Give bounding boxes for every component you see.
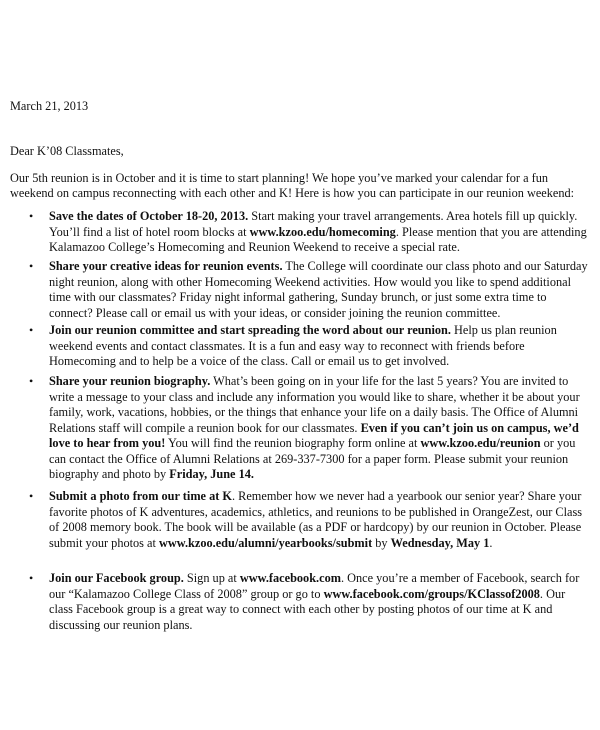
- facebook-body-end: . Our class Facebook group is a great way to connect with each other by posting photos of our time at K and discussing our reunion plans.: [49, 586, 566, 632]
- facebook-text: [49, 571, 591, 633]
- photo-heading: Submit a photo from our time at K: [49, 489, 232, 503]
- homecoming-link[interactable]: www.kzoo.edu/homecoming: [249, 224, 396, 239]
- biography-deadline: Friday, June 14.: [169, 467, 254, 481]
- save-dates-text: [49, 209, 591, 256]
- reunion-link[interactable]: www.kzoo.edu/reunion: [420, 436, 541, 450]
- bullet-icon: •: [29, 323, 34, 337]
- yearbook-submit-link[interactable]: www.kzoo.edu/alumni/yearbooks/submit: [159, 535, 373, 550]
- creative-ideas-text: [49, 259, 591, 321]
- photo-body-2: by: [372, 535, 391, 550]
- biography-emphasis: Even if you can’t join us on campus, we’d love to hear from you!: [49, 420, 579, 450]
- photo-text: [49, 489, 591, 551]
- facebook-link[interactable]: www.facebook.com: [239, 571, 341, 585]
- bullet-icon: •: [29, 571, 34, 585]
- save-dates-heading: Save the dates of October 18-20, 2013.: [49, 209, 249, 223]
- creative-ideas-heading: Share your creative ideas for reunion events.: [49, 259, 283, 273]
- biography-heading: Share your reunion biography.: [49, 374, 211, 388]
- photo-body-end: .: [489, 535, 493, 550]
- committee-body: Help us plan reunion weekend events and contact classmates. It is a fun and easy way to reconnect with friends before Homecoming and to help be a voice of the class. Call or email us to get involved.: [49, 323, 557, 368]
- committee-text: [49, 323, 591, 370]
- letter-date: March 21, 2013: [10, 99, 89, 113]
- biography-text: [49, 374, 591, 483]
- committee-heading: Join our reunion committee and start spreading the word about our reunion.: [49, 323, 451, 337]
- facebook-body: Sign up at: [183, 571, 240, 585]
- biography-body-2: You will find the reunion biography form online at: [165, 436, 421, 450]
- creative-ideas-body: The College will coordinate our class photo and our Saturday night reunion, along with other Homecoming Weekend activities. How would you like to spend additional time with our classmates? Friday night informal gathering, Sunday brunch, or just some extra time to connect? Please call or email us with your ideas, or consider joining the reunion committee.: [49, 259, 588, 320]
- facebook-body-2: . Once you’re a member of Facebook, search for our “Kalamazoo College Class of 2008” group or go to: [49, 571, 580, 601]
- bullet-icon: •: [29, 489, 34, 503]
- letter-salutation: Dear K’08 Classmates,: [10, 144, 124, 158]
- photo-deadline: Wednesday, May 1: [390, 535, 490, 550]
- save-dates-body-end: . Please mention that you are attending Kalamazoo College’s Homecoming and Reunion Weekend to receive a special rate.: [49, 224, 587, 254]
- facebook-heading: Join our Facebook group.: [49, 571, 184, 585]
- photo-body: . Remember how we never had a yearbook our senior year? Share your favorite photos of K adventures, academics, athletics, and reunions to be published in OrangeZest, our Class of 2008 memory book. The book will be available (as a PDF or hardcopy) by our reunion in October. Please submit your photos at: [49, 489, 583, 550]
- biography-body-3: or you can contact the Office of Alumni Relations at 269-337-7300 for a paper form. Please submit your reunion biography and photo by: [49, 436, 576, 481]
- bullet-icon: •: [29, 374, 34, 388]
- save-dates-body: Start making your travel arrangements. Area hotels fill up quickly. You’ll find a list of hotel room blocks at: [49, 209, 578, 239]
- letter-intro: Our 5th reunion is in October and it is time to start planning! We hope you’ve marked your calendar for a fun weekend on campus reconnecting with each other and K! Here is how you can participate in our reunion weekend:: [10, 171, 575, 201]
- facebook-group-link[interactable]: www.facebook.com/groups/KClassof2008: [323, 586, 540, 601]
- bullet-icon: •: [29, 209, 34, 223]
- biography-body: What’s been going on in your life for the last 5 years? You are invited to write a message to your class and include any information you would like to share, whether it be about your family, work, vacations, hobbies, or the things that enhance your life on a daily basis. The Office of Alumni Relations staff will compile a reunion book for our classmates.: [49, 374, 580, 435]
- bullet-icon: •: [29, 259, 34, 273]
